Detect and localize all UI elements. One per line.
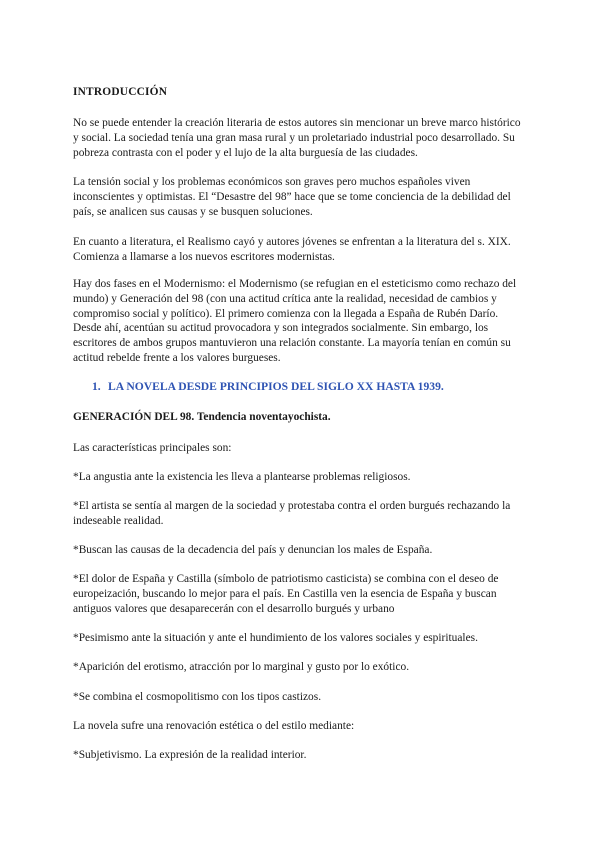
intro-heading: INTRODUCCIÓN: [73, 86, 168, 98]
section-title: LA NOVELA DESDE PRINCIPIOS DEL SIGLO XX HASTA 1939.: [108, 380, 444, 393]
generation-heading: GENERACIÓN DEL 98. Tendencia noventayochista.: [73, 411, 331, 423]
characteristic-item: *Pesimismo ante la situación y ante el hundimiento de los valores sociales y espirituales.: [73, 632, 478, 644]
characteristic-item: *La angustia ante la existencia les lleva a plantearse problemas religiosos.: [73, 471, 411, 483]
section-heading: [92, 380, 532, 393]
characteristic-item: *Aparición del erotismo, atracción por lo marginal y gusto por lo exótico.: [73, 661, 410, 673]
characteristic-item: *Se combina el cosmopolitismo con los tipos castizos.: [73, 691, 322, 703]
intro-paragraph-2: La tensión social y los problemas económicos son graves pero muchos españoles viven inconscientes y optimistas. El “Desastre del 98” hace que se tome conciencia de la debilidad del país, se analicen sus causas y se busquen soluciones.: [73, 176, 511, 218]
intro-paragraph-3: En cuanto a literatura, el Realismo cayó y autores jóvenes se enfrentan a la literatura del s. XIX. Comienza a llamarse a los nuevos escritores modernistas.: [73, 236, 511, 263]
renovation-item: *Subjetivismo. La expresión de la realidad interior.: [73, 749, 307, 761]
section-number: 1.: [92, 380, 101, 393]
renovation-intro: La novela sufre una renovación estética o del estilo mediante:: [73, 720, 355, 732]
intro-paragraph-1: No se puede entender la creación literaria de estos autores sin mencionar un breve marco histórico y social. La sociedad tenía una gran masa rural y un proletariado industrial poco desarrollado. Su pobreza contrasta con el poder y el lujo de la alta burguesía de las ciudades.: [73, 117, 521, 159]
characteristic-item: *Buscan las causas de la decadencia del país y denuncian los males de España.: [73, 544, 433, 556]
intro-paragraph-4: Hay dos fases en el Modernismo: el Modernismo (se refugian en el esteticismo como rechazo del mundo) y Generación del 98 (con una actitud crítica ante la realidad, necesidad de cambios y compromiso social y político). El primero comienza con la llegada a España de Rubén Darío. Desde ahí, acentúan su actitud provocadora y son integrados socialmente. Sin embargo, los escritores de ambos grupos mantuvieron una relación constante. La mayoría tenían en común su actitud rebelde frente a los valores burgueses.: [73, 278, 517, 364]
characteristics-intro: Las características principales son:: [73, 442, 232, 454]
characteristic-item: *El dolor de España y Castilla (símbolo de patriotismo casticista) se combina con el deseo de europeización, buscando lo mejor para el país. En Castilla ven la esencia de España y buscan antiguos valores que desaparecerán con el desarrollo burgués y urbano: [73, 573, 499, 615]
characteristic-item: *El artista se sentía al margen de la sociedad y protestaba contra el orden burgués rechazando la indeseable realidad.: [73, 500, 511, 527]
